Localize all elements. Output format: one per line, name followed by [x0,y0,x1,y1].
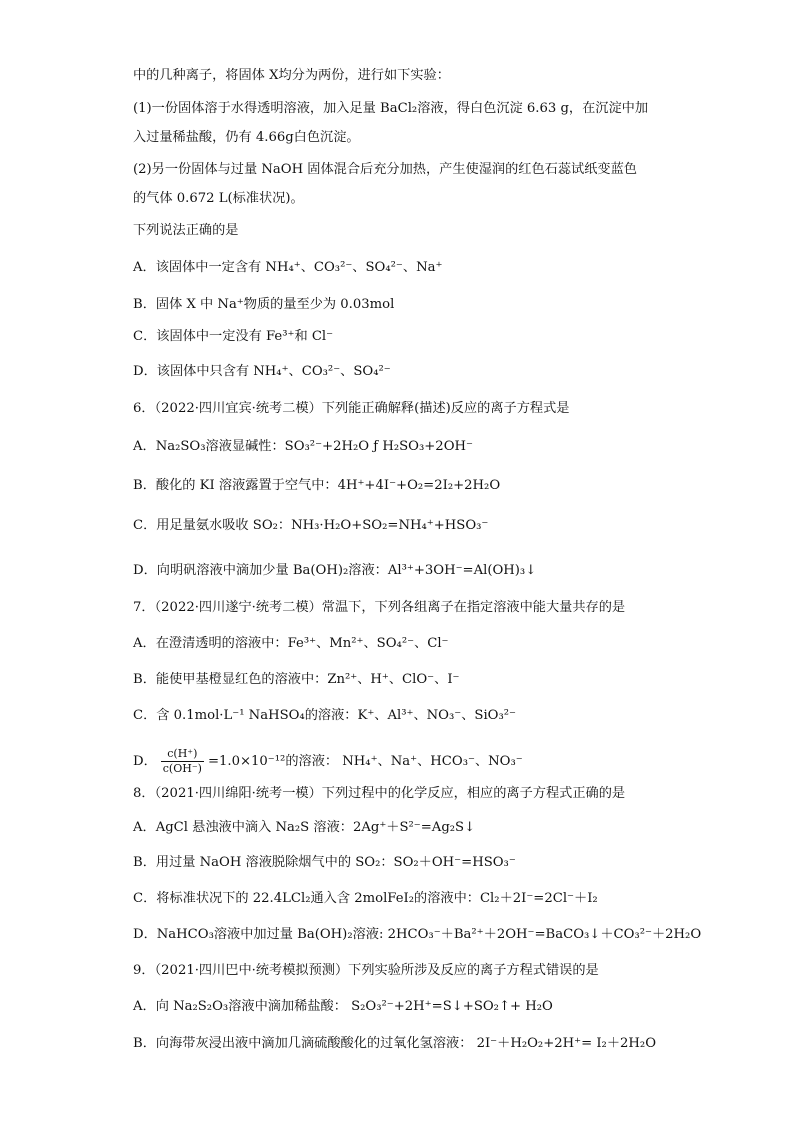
fraction-denominator: c(OH⁻) [162,762,202,775]
text-line-3: 入过量稀盐酸，仍有 4.66g白色沉淀。 [133,130,360,145]
q9-option-a: A．向 Na₂S₂O₃溶液中滴加稀盐酸： S₂O₃²⁻+2H⁺=S↓+SO₂↑+ H₂O [133,999,553,1014]
q6-option-a: A．Na₂SO₃溶液显碱性：SO₃²⁻+2H₂O ƒ H₂SO₃+2OH⁻ [133,439,473,454]
q8-option-a: A．AgCl 悬浊液中滴入 Na₂S 溶液：2Ag⁺＋S²⁻=Ag₂S↓ [133,820,476,835]
q7-option-b: B．能使甲基橙显红色的溶液中：Zn²⁺、H⁺、ClO⁻、I⁻ [133,672,460,687]
option-b: B．固体 X 中 Na⁺物质的量至少为 0.03mol [133,297,395,312]
text-line-5: 的气体 0.672 L(标准状况)。 [133,191,304,206]
text-line-2: (1)一份固体溶于水得透明溶液，加入足量 BaCl₂溶液，得白色沉淀 6.63 g，在沉淀中加 [133,101,649,116]
q7-option-d-text: =1.0×10⁻¹²的溶液： NH₄⁺、Na⁺、HCO₃⁻、NO₃⁻ [207,754,523,769]
question-8-title: 8．（2021·四川绵阳·统考一模）下列过程中的化学反应，相应的离子方程式正确的是 [133,786,626,801]
option-a: A．该固体中一定含有 NH₄⁺、CO₃²⁻、SO₄²⁻、Na⁺ [133,260,443,275]
q6-option-b: B．酸化的 KI 溶液露置于空气中：4H⁺+4I⁻+O₂=2I₂+2H₂O [133,478,501,493]
q9-option-b: B．向海带灰浸出液中滴加几滴硫酸酸化的过氧化氢溶液： 2I⁻＋H₂O₂+2H⁺= I₂＋2H₂O [133,1036,657,1051]
text-line-1: 中的几种离子，将固体 X均分为两份，进行如下实验： [133,68,450,83]
q8-option-c: C．将标准状况下的 22.4LCl₂通入含 2molFeI₂的溶液中：Cl₂＋2I⁻=2Cl⁻＋I₂ [133,891,598,906]
q6-option-d: D．向明矾溶液中滴加少量 Ba(OH)₂溶液：Al³⁺+3OH⁻=Al(OH)₃↓ [133,563,537,578]
h-oh-ratio-fraction [161,747,204,776]
option-c: C．该固体中一定没有 Fe³⁺和 Cl⁻ [133,329,334,344]
question-9-title: 9．（2021·四川巴中·统考模拟预测）下列实验所涉及反应的离子方程式错误的是 [133,963,599,978]
option-d: D．该固体中只含有 NH₄⁺、CO₃²⁻、SO₄²⁻ [133,364,391,379]
q7-option-d [133,747,523,776]
q6-option-c: C．用足量氨水吸收 SO₂：NH₃·H₂O+SO₂=NH₄⁺+HSO₃⁻ [133,518,489,533]
fraction-numerator: c(H⁺) [161,747,204,762]
question-6-title: 6．（2022·四川宜宾·统考二模）下列能正确解释(描述)反应的离子方程式是 [133,401,570,416]
text-line-4: (2)另一份固体与过量 NaOH 固体混合后充分加热，产生使湿润的红色石蕊试纸变蓝色 [133,162,637,177]
question-7-title: 7．（2022·四川遂宁·统考二模）常温下，下列各组离子在指定溶液中能大量共存的是 [133,600,626,615]
q7-option-a: A．在澄清透明的溶液中：Fe³⁺、Mn²⁺、SO₄²⁻、Cl⁻ [133,636,449,651]
question-prompt: 下列说法正确的是 [133,223,239,238]
q8-option-d: D．NaHCO₃溶液中加过量 Ba(OH)₂溶液: 2HCO₃⁻＋Ba²⁺＋2OH⁻=BaCO₃↓＋CO₃²⁻＋2H₂O [133,927,702,942]
q7-option-d-label: D． [133,754,157,769]
q8-option-b: B．用过量 NaOH 溶液脱除烟气中的 SO₂：SO₂＋OH⁻=HSO₃⁻ [133,855,516,870]
q7-option-c: C．含 0.1mol·L⁻¹ NaHSO₄的溶液：K⁺、Al³⁺、NO₃⁻、SiO₃²⁻ [133,708,517,723]
